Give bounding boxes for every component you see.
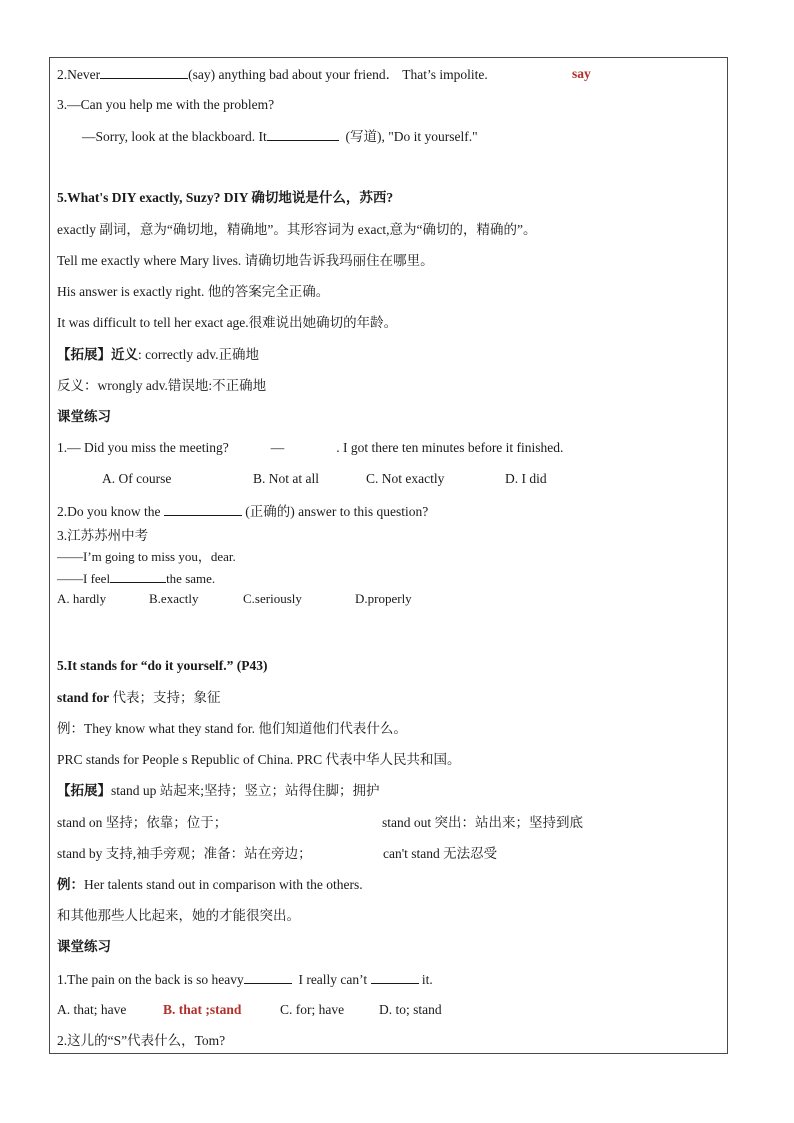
practice-question-1 xyxy=(57,970,433,989)
example-line xyxy=(57,720,407,738)
phrase-text: stand on 坚持；依靠；位于； xyxy=(57,815,228,830)
practice-question-2 xyxy=(57,502,428,521)
exercise-text: (say) anything bad about your friend． That’s impolite. xyxy=(188,67,488,82)
option-d[interactable]: D.properly xyxy=(355,591,412,606)
example-sentence: They know what they stand for. 他们知道他们代表什么。 xyxy=(84,721,407,736)
extension-line xyxy=(57,346,259,364)
option-b-answer[interactable]: B. that ;stand xyxy=(163,1002,242,1017)
option-d[interactable]: D. I did xyxy=(505,471,547,486)
section-heading: 5.It stands for “do it yourself.” (P43) xyxy=(57,658,268,673)
example-sentence: Tell me exactly where Mary lives. 请确切地告诉我玛丽住在哪里。 xyxy=(57,253,434,268)
term-definition: 代表；支持；象征 xyxy=(109,690,221,705)
exercise-text: —Sorry, look at the blackboard. It xyxy=(82,129,267,144)
phrase-text: stand by 支持,袖手旁观；准备：站在旁边； xyxy=(57,846,312,861)
option-a[interactable]: A. that; have xyxy=(57,1002,127,1017)
question-text: it. xyxy=(421,972,433,987)
option-a[interactable]: A. Of course xyxy=(102,471,172,486)
answer-blank[interactable] xyxy=(100,65,188,79)
extension-line xyxy=(57,782,380,800)
exercise-text: 2.Never xyxy=(57,67,101,82)
option-c[interactable]: C. for; have xyxy=(280,1002,345,1017)
question-text: . I got there ten minutes before it finished. xyxy=(336,440,564,455)
practice-label: 课堂练习 xyxy=(57,939,111,954)
answer-blank[interactable] xyxy=(110,569,166,583)
question-source: 3.江苏苏州中考 xyxy=(57,528,149,543)
dialogue-text: the same. xyxy=(166,571,216,586)
term: stand for xyxy=(57,690,110,705)
extension-label: 【拓展】近义 xyxy=(57,347,138,362)
dialogue-text: ——I feel xyxy=(57,571,111,586)
extension-text: : correctly adv.正确地 xyxy=(138,347,259,362)
answer-blank[interactable] xyxy=(267,127,339,141)
phrase-text: stand out 突出：站出来；坚持到底 xyxy=(382,815,583,830)
exercise-text: (写道), "Do it yourself." xyxy=(345,129,478,144)
exercise-line-never xyxy=(57,65,591,84)
exercise-line xyxy=(82,127,478,146)
exercise-line: 3.—Can you help me with the problem? xyxy=(57,97,275,112)
option-d[interactable]: D. to; stand xyxy=(379,1002,442,1017)
term-line xyxy=(57,689,221,707)
question-text: I really can’t xyxy=(298,972,368,987)
example-sentence: His answer is exactly right. 他的答案完全正确。 xyxy=(57,284,330,299)
example-translation: 和其他那些人比起来，她的才能很突出。 xyxy=(57,908,300,923)
option-a[interactable]: A. hardly xyxy=(57,591,107,606)
practice-label: 课堂练习 xyxy=(57,409,111,424)
dialogue-line: ——I’m going to miss you，dear. xyxy=(57,549,236,564)
question-text: 1.— Did you miss the meeting? xyxy=(57,440,229,455)
question-text: — xyxy=(270,440,285,455)
example-sentence: Her talents stand out in comparison with the others. xyxy=(84,877,363,892)
extension-text: stand up 站起来;坚持；竖立；站得住脚；拥护 xyxy=(111,783,380,798)
question-text: 2.Do you know the xyxy=(57,504,161,519)
answer-blank[interactable] xyxy=(164,502,242,516)
section-heading: 5.What's DIY exactly, Suzy? DIY 确切地说是什么，苏西? xyxy=(57,190,394,205)
example-sentence: PRC stands for People s Republic of China. PRC 代表中华人民共和国。 xyxy=(57,752,461,767)
option-b[interactable]: B.exactly xyxy=(149,591,199,606)
answer-blank[interactable] xyxy=(371,970,419,984)
option-b[interactable]: B. Not at all xyxy=(253,471,319,486)
option-c[interactable]: C.seriously xyxy=(243,591,302,606)
question-text: (正确的) answer to this question? xyxy=(245,504,429,519)
answer-blank[interactable] xyxy=(244,970,292,984)
example-label: 例： xyxy=(57,877,84,892)
answer-key: say xyxy=(572,66,591,81)
question-text: 1.The pain on the back is so heavy xyxy=(57,972,244,987)
example-sentence: It was difficult to tell her exact age.很难说出她确切的年龄。 xyxy=(57,315,398,330)
practice-question-2: 2.这儿的“S”代表什么，Tom? xyxy=(57,1033,226,1048)
example-label: 例： xyxy=(57,721,84,736)
extension-label: 【拓展】 xyxy=(57,783,111,798)
practice-question-1 xyxy=(57,439,563,457)
dialogue-line xyxy=(57,569,215,588)
phrase-text: can't stand 无法忍受 xyxy=(383,846,498,861)
definition-text: exactly 副词，意为“确切地，精确地”。其形容词为 exact,意为“确切的，精确的”。 xyxy=(57,222,537,237)
example-line xyxy=(57,876,363,894)
option-c[interactable]: C. Not exactly xyxy=(366,471,445,486)
antonym-line: 反义：wrongly adv.错误地:不正确地 xyxy=(57,378,267,393)
